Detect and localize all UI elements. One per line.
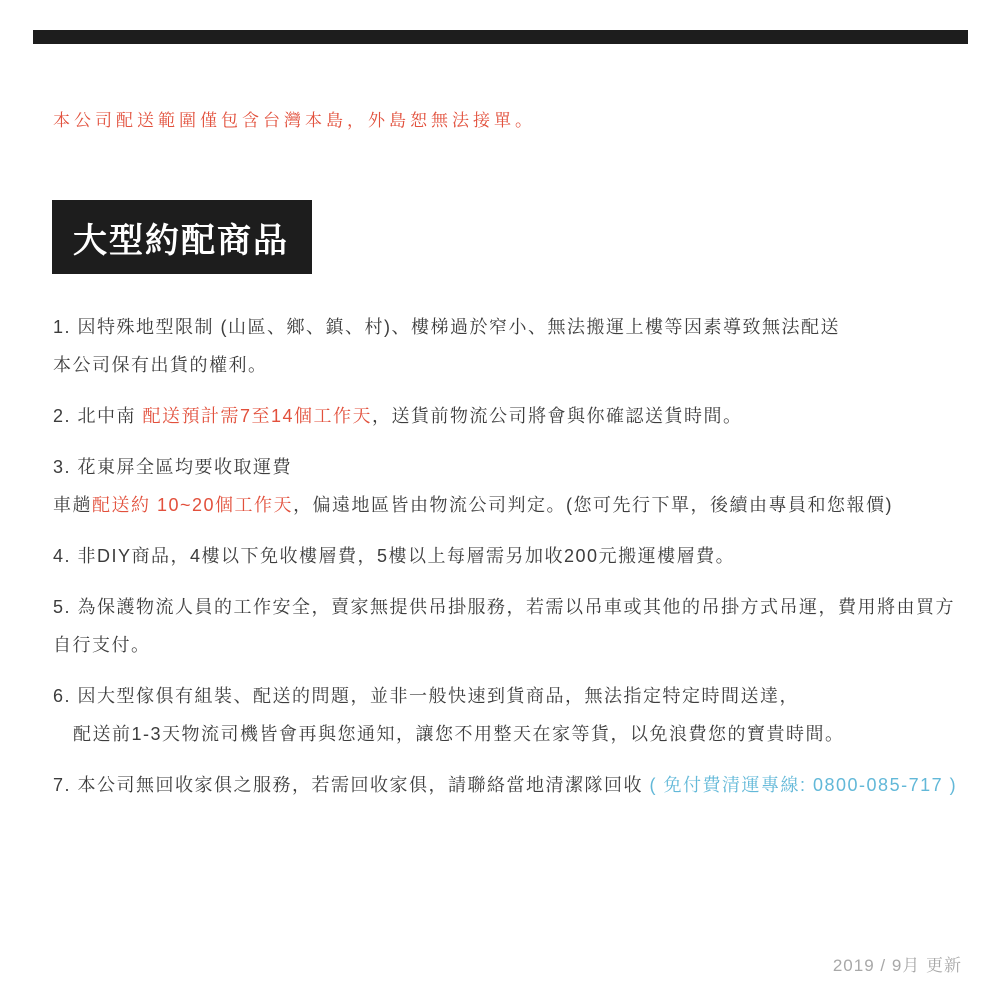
policy-text: 配送前1-3天物流司機皆會再與您通知，讓您不用整天在家等貨，以免浪費您的寶貴時間。 (73, 724, 845, 744)
policy-text: 7. 本公司無回收家俱之服務，若需回收家俱，請聯絡當地清潔隊回收 (53, 775, 650, 795)
policy-text: 6. 因大型傢俱有組裝、配送的問題，並非一般快速到貨商品，無法指定特定時間送達， (53, 686, 800, 706)
policy-text: 4. 非DIY商品，4樓以下免收樓層費，5樓以上每層需另加收200元搬運樓層費。 (53, 546, 736, 566)
policy-item-6 (53, 677, 968, 753)
policy-list (53, 308, 968, 817)
island-shipping-notice: 本公司配送範圍僅包含台灣本島，外島恕無法接單。 (53, 111, 536, 130)
policy-item-4-line-1 (53, 537, 968, 575)
policy-text: ，偏遠地區皆由物流公司判定。(您可先行下單，後續由專員和您報價) (293, 495, 894, 515)
top-divider-bar (33, 30, 968, 44)
policy-text-highlight-red: 配送約 10~20個工作天 (92, 495, 294, 515)
policy-item-3-line-2 (53, 486, 968, 524)
policy-item-7 (53, 766, 968, 804)
policy-item-3-line-1 (53, 448, 968, 486)
policy-item-5-line-2 (53, 626, 968, 664)
policy-text: ，送貨前物流公司將會與你確認送貨時間。 (372, 406, 743, 426)
policy-item-6-line-2 (53, 715, 968, 753)
policy-text-highlight-red: 配送預計需7至14個工作天 (142, 406, 373, 426)
policy-text: 自行支付。 (53, 635, 151, 655)
policy-item-6-line-1 (53, 677, 968, 715)
policy-item-4 (53, 537, 968, 575)
policy-text: 本公司保有出貨的權利。 (53, 355, 268, 375)
recycling-hotline-number: ( 免付費清運專線: 0800-085-717 ) (649, 775, 958, 795)
policy-item-1-line-1 (53, 308, 968, 346)
policy-item-1-line-2 (53, 346, 968, 384)
policy-text: 5. 為保護物流人員的工作安全，賣家無提供吊掛服務，若需以吊車或其他的吊掛方式吊運，費用將由買方 (53, 597, 956, 617)
policy-item-2 (53, 397, 968, 435)
policy-item-1 (53, 308, 968, 384)
policy-item-7-line-1 (53, 766, 968, 804)
policy-text: 1. 因特殊地型限制 (山區、鄉、鎮、村)、樓梯過於窄小、無法搬運上樓等因素導致無法配送 (53, 317, 840, 337)
last-updated-label: 2019 / 9月 更新 (832, 956, 962, 975)
section-title-box (52, 200, 312, 274)
policy-item-5 (53, 588, 968, 664)
policy-text: 3. 花東屏全區均要收取運費 (53, 457, 293, 477)
policy-text: 2. 北中南 (53, 406, 143, 426)
policy-text: 車趟 (53, 495, 92, 515)
policy-item-5-line-1 (53, 588, 968, 626)
policy-item-3 (53, 448, 968, 524)
section-title: 大型約配商品 (73, 221, 289, 260)
policy-item-2-line-1 (53, 397, 968, 435)
